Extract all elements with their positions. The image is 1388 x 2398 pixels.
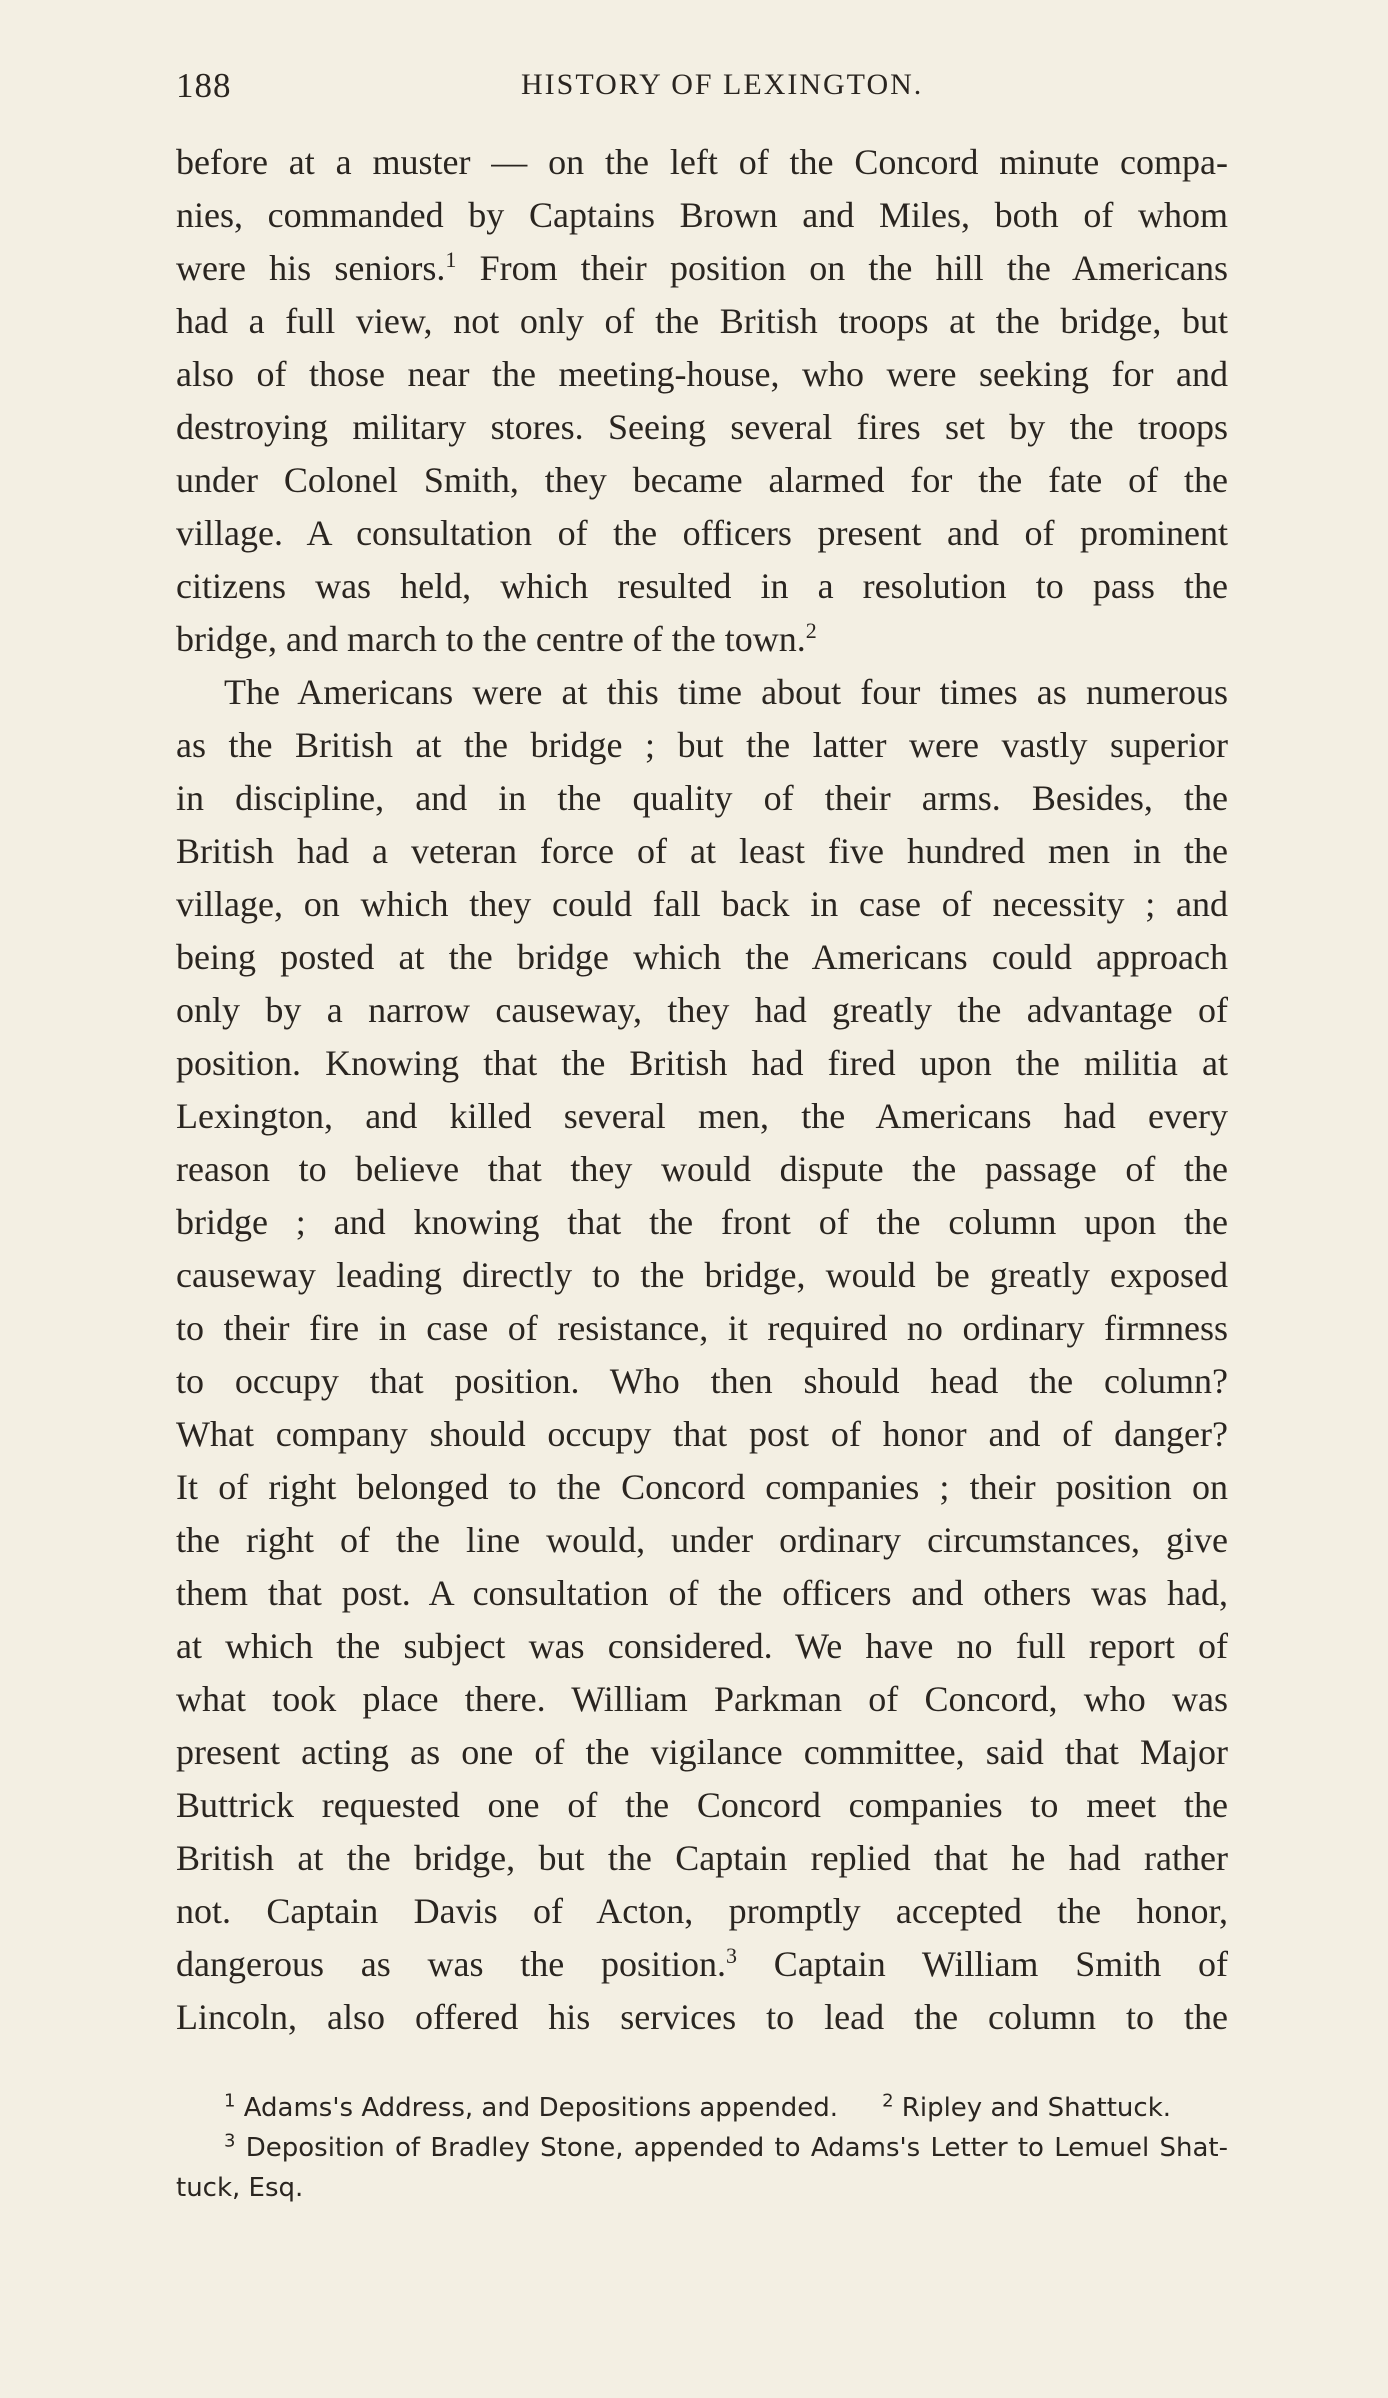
footnote-mark: 2	[882, 2090, 894, 2112]
footnote-text: Deposition of Bradley Stone, appended to Adams's Letter to Lemuel Shat-	[245, 2133, 1229, 2163]
text-line: bridge ; and knowing that the front of the column upon the	[176, 1202, 1228, 1242]
footnotes	[176, 2088, 1228, 2208]
text-line: them that post. A consultation of the officers and others was had,	[176, 1573, 1228, 1613]
text-line: had a full view, not only of the British troops at the bridge, but	[176, 301, 1228, 341]
text-line: citizens was held, which resulted in a resolution to pass the	[176, 566, 1228, 606]
text-line: under Colonel Smith, they became alarmed for the fate of the	[176, 460, 1228, 500]
text-line: present acting as one of the vigilance committee, said that Major	[176, 1732, 1228, 1772]
footnote-text: Adams's Address, and Depositions appended.	[243, 2093, 839, 2123]
running-title: HISTORY OF LEXINGTON.	[521, 68, 924, 101]
text-line: to occupy that position. Who then should head the column?	[176, 1361, 1228, 1401]
text-line	[176, 613, 1228, 666]
text-line	[176, 1938, 1228, 1991]
footnote-text: Ripley and Shattuck.	[901, 2093, 1172, 2123]
footnote-line: tuck, Esq.	[176, 2173, 304, 2203]
page-number: 188	[176, 66, 232, 105]
text-line: village. A consultation of the officers present and of prominent	[176, 513, 1228, 553]
text-line: reason to believe that they would dispute the passage of the	[176, 1149, 1228, 1189]
text-line: village, on which they could fall back in case of necessity ; and	[176, 884, 1228, 924]
text-line	[176, 242, 1228, 295]
text-line: British had a veteran force of at least five hundred men in the	[176, 831, 1228, 871]
text-line: destroying military stores. Seeing several fires set by the troops	[176, 407, 1228, 447]
text-line: causeway leading directly to the bridge, would be greatly exposed	[176, 1255, 1228, 1295]
footnote-line	[176, 2128, 1228, 2168]
text-fragment: From their position on the hill the Americans	[456, 248, 1228, 288]
text-line: not. Captain Davis of Acton, promptly accepted the honor,	[176, 1891, 1228, 1931]
paragraph-start-line: The Americans were at this time about four times as numerous	[224, 672, 1228, 712]
text-line: nies, commanded by Captains Brown and Miles, both of whom	[176, 195, 1228, 235]
footnote-mark: 3	[224, 2130, 236, 2152]
text-fragment: Captain William Smith of	[737, 1944, 1228, 1984]
page-header	[176, 60, 1228, 120]
text-line: Lexington, and killed several men, the Americans had every	[176, 1096, 1228, 1136]
text-line: to their fire in case of resistance, it required no ordinary firmness	[176, 1308, 1228, 1348]
footnote-reference: 2	[805, 618, 817, 643]
text-fragment: were his seniors.	[176, 248, 446, 288]
footnote-line	[176, 2088, 1228, 2128]
text-fragment: dangerous as was the position.	[176, 1944, 727, 1984]
text-line: position. Knowing that the British had fired upon the militia at	[176, 1043, 1228, 1083]
text-line: only by a narrow causeway, they had greatly the advantage of	[176, 990, 1228, 1030]
text-line: the right of the line would, under ordinary circumstances, give	[176, 1520, 1228, 1560]
text-line: being posted at the bridge which the Americans could approach	[176, 937, 1228, 977]
text-line: at which the subject was considered. We have no full report of	[176, 1626, 1228, 1666]
body-text	[176, 136, 1228, 2044]
text-line: British at the bridge, but the Captain replied that he had rather	[176, 1838, 1228, 1878]
text-line: before at a muster — on the left of the Concord minute compa-	[176, 142, 1228, 182]
footnote-reference: 1	[445, 247, 457, 272]
footnote-reference: 3	[726, 1943, 738, 1968]
text-line: what took place there. William Parkman of Concord, who was	[176, 1679, 1228, 1719]
text-line: Lincoln, also offered his services to lead the column to the	[176, 1997, 1228, 2037]
text-line: in discipline, and in the quality of their arms. Besides, the	[176, 778, 1228, 818]
text-line: What company should occupy that post of honor and of danger?	[176, 1414, 1228, 1454]
text-line: also of those near the meeting-house, who were seeking for and	[176, 354, 1228, 394]
text-fragment: bridge, and march to the centre of the town.	[176, 619, 806, 659]
footnote-mark: 1	[224, 2090, 236, 2112]
text-line: Buttrick requested one of the Concord companies to meet the	[176, 1785, 1228, 1825]
text-line: as the British at the bridge ; but the latter were vastly superior	[176, 725, 1228, 765]
text-line: It of right belonged to the Concord companies ; their position on	[176, 1467, 1228, 1507]
